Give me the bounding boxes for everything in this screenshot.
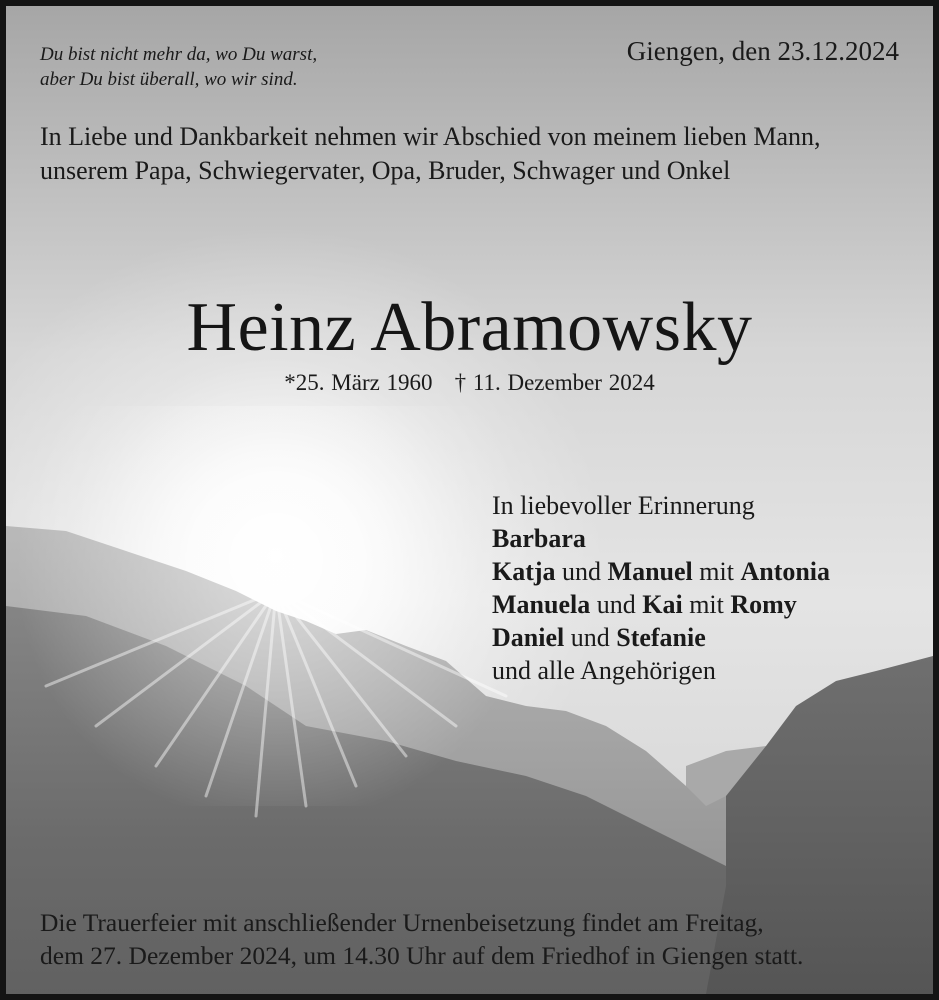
connector-und: und — [590, 590, 643, 619]
intro-text — [40, 120, 821, 188]
intro-line-1: In Liebe und Dankbarkeit nehmen wir Abschied von meinem lieben Mann, — [40, 122, 821, 151]
life-dates — [6, 370, 933, 396]
mourner-line-3 — [492, 588, 830, 621]
mourner-line-2 — [492, 555, 830, 588]
connector-mit: mit — [682, 590, 731, 619]
intro-line-2: unserem Papa, Schwiegervater, Opa, Bruder, Schwager und Onkel — [40, 156, 731, 185]
place-and-date: Giengen, den 23.12.2024 — [626, 36, 899, 66]
funeral-notice — [40, 906, 803, 972]
mourner-manuela: Manuela — [492, 590, 591, 619]
death-date: † 11. Dezember 2024 — [454, 370, 655, 395]
mourner-line-4 — [492, 621, 830, 654]
funeral-line-1: Die Trauerfeier mit anschließender Urnenbeisetzung findet am Freitag, — [40, 908, 764, 937]
deceased-name: Heinz Abramowsky — [186, 289, 753, 366]
mourner-barbara: Barbara — [492, 524, 586, 553]
funeral-line-2: dem 27. Dezember 2024, um 14.30 Uhr auf dem Friedhof in Giengen statt. — [40, 941, 804, 970]
connector-und: und — [555, 557, 608, 586]
mourners-list — [492, 489, 830, 687]
quote-line-2: aber Du bist überall, wo wir sind. — [40, 69, 298, 90]
mourner-line-1 — [492, 522, 830, 555]
quote-line-1: Du bist nicht mehr da, wo Du warst, — [40, 44, 318, 65]
mourner-romy: Romy — [730, 590, 797, 619]
mourner-antonia: Antonia — [740, 557, 831, 586]
mourner-katja: Katja — [492, 557, 556, 586]
mourners-closing: und alle Angehörigen — [492, 656, 716, 685]
mourner-kai: Kai — [642, 590, 683, 619]
connector-und: und — [564, 623, 617, 652]
memorial-quote — [40, 42, 317, 92]
connector-mit: mit — [692, 557, 741, 586]
mourners-heading: In liebevoller Erinnerung — [492, 491, 755, 520]
mourner-daniel: Daniel — [492, 623, 565, 652]
mourner-manuel: Manuel — [607, 557, 693, 586]
birth-date: *25. März 1960 — [284, 370, 433, 395]
mourner-stefanie: Stefanie — [616, 623, 706, 652]
